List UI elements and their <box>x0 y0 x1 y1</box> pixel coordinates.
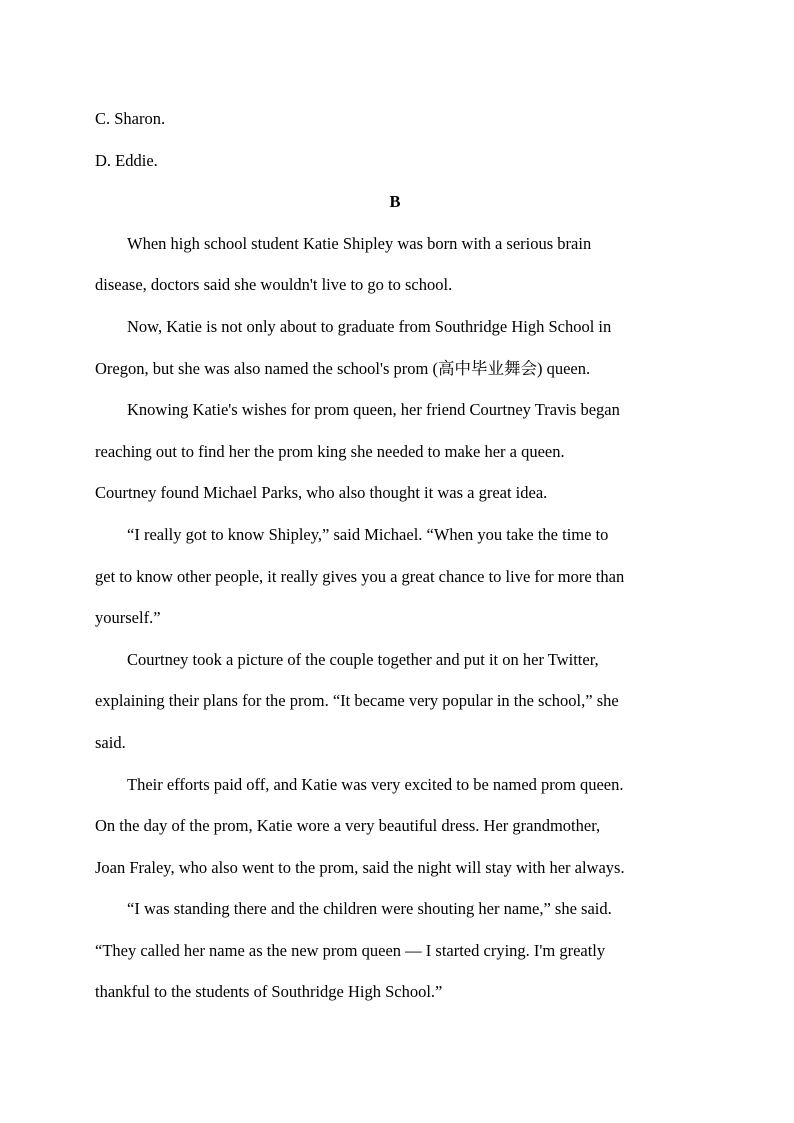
paragraph-line: disease, doctors said she wouldn't live to go to school. <box>95 275 453 295</box>
paragraph-line: said. <box>95 732 126 752</box>
paragraph-line: When high school student Katie Shipley was born with a serious brain <box>127 233 592 253</box>
paragraph-line: Now, Katie is not only about to graduate from Southridge High School in <box>127 316 612 336</box>
paragraph-line: yourself.” <box>95 608 161 628</box>
paragraph-line: “They called her name as the new prom queen — I started crying. I'm greatly <box>95 940 606 960</box>
paragraph-line: On the day of the prom, Katie wore a very beautiful dress. Her grandmother, <box>95 816 601 836</box>
paragraph-line: Oregon, but she was also named the school's prom (高中毕业舞会) queen. <box>95 358 591 378</box>
paragraph-line: thankful to the students of Southridge High School.” <box>95 982 443 1002</box>
paragraph-line: Knowing Katie's wishes for prom queen, her friend Courtney Travis began <box>127 400 620 420</box>
paragraph-line: explaining their plans for the prom. “It became very popular in the school,” she <box>95 691 619 711</box>
paragraph-line: “I was standing there and the children were shouting her name,” she said. <box>127 899 612 919</box>
section-title: B <box>389 192 401 212</box>
paragraph-line: Courtney found Michael Parks, who also thought it was a great idea. <box>95 483 548 503</box>
paragraph-line: Their efforts paid off, and Katie was very excited to be named prom queen. <box>127 774 624 794</box>
option-c: C. Sharon. <box>95 109 166 128</box>
document-page <box>95 98 695 1013</box>
paragraph-line: get to know other people, it really gives you a great chance to live for more than <box>95 566 625 586</box>
paragraph-line: Courtney took a picture of the couple together and put it on her Twitter, <box>127 649 599 669</box>
option-d: D. Eddie. <box>95 150 158 170</box>
paragraph-line: “I really got to know Shipley,” said Michael. “When you take the time to <box>127 524 609 544</box>
paragraph-line: reaching out to find her the prom king she needed to make her a queen. <box>95 441 565 461</box>
paragraph-line: Joan Fraley, who also went to the prom, said the night will stay with her always. <box>95 857 625 877</box>
